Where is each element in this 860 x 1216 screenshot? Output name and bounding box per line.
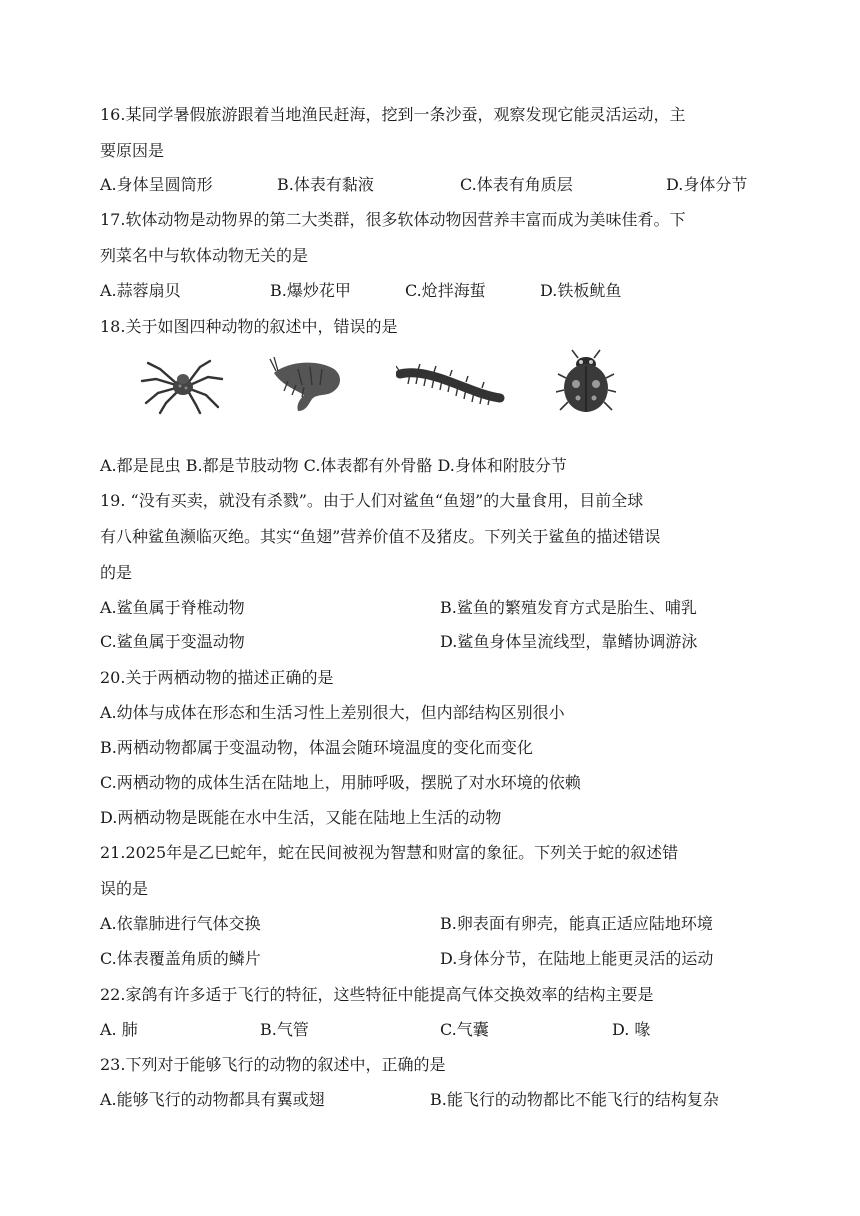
q19-stem-line2: 有八种鲨鱼濒临灭绝。其实“鱼翅”营养价值不及猪皮。下列关于鲨鱼的描述错误 [100, 527, 661, 546]
q20-option-b: B.两栖动物都属于变温动物，体温会随环境温度的变化而变化 [100, 738, 533, 757]
q21-option-d: D.身体分节，在陆地上能更灵活的运动 [440, 949, 714, 968]
spider-icon [136, 355, 226, 415]
q16-stem-line2: 要原因是 [100, 141, 165, 160]
q17-option-a: A.蒜蓉扇贝 [100, 281, 181, 300]
q23-option-b: B.能飞行的动物都比不能飞行的结构复杂 [430, 1090, 719, 1109]
q22-option-b: B.气管 [260, 1020, 309, 1039]
q21-stem-line2: 误的是 [100, 879, 149, 898]
q19-option-a: A.鲨鱼属于脊椎动物 [100, 598, 245, 617]
q21-option-c: C.体表覆盖角质的鳞片 [100, 949, 261, 968]
q19-stem-line3: 的是 [100, 563, 133, 582]
q22-option-c: C.气囊 [440, 1020, 489, 1039]
q21-option-b: B.卵表面有卵壳，能真正适应陆地环境 [440, 914, 713, 933]
q16-option-b: B.体表有黏液 [277, 175, 374, 194]
q20-option-d: D.两栖动物是既能在水中生活，又能在陆地上生活的动物 [100, 808, 502, 827]
q17-option-c: C.炝拌海蜇 [405, 281, 486, 300]
q16-option-a: A.身体呈圆筒形 [100, 175, 213, 194]
ladybug-icon [556, 348, 616, 418]
q16-stem-line1: 16.某同学暑假旅游跟着当地渔民赶海，挖到一条沙蚕，观察发现它能灵活运动，主 [100, 105, 686, 124]
q20-stem: 20.关于两栖动物的描述正确的是 [100, 668, 334, 687]
q18-stem: 18.关于如图四种动物的叙述中，错误的是 [100, 317, 398, 336]
q16-option-c: C.体表有角质层 [460, 175, 573, 194]
q23-option-a: A.能够飞行的动物都具有翼或翅 [100, 1090, 325, 1109]
shrimp-icon [268, 355, 348, 415]
q21-option-a: A.依靠肺进行气体交换 [100, 914, 261, 933]
q17-option-b: B.爆炒花甲 [270, 281, 351, 300]
q18-options: A.都是昆虫 B.都是节肢动物 C.体表都有外骨骼 D.身体和附肢分节 [100, 456, 567, 475]
q20-option-a: A.幼体与成体在形态和生活习性上差别很大，但内部结构区别很小 [100, 703, 565, 722]
q22-stem: 22.家鸽有许多适于飞行的特征，这些特征中能提高气体交换效率的结构主要是 [100, 985, 654, 1004]
q17-option-d: D.铁板鱿鱼 [540, 281, 622, 300]
q22-option-d: D. 喙 [612, 1020, 651, 1039]
q17-stem-line1: 17.软体动物是动物界的第二大类群，很多软体动物因营养丰富而成为美味佳肴。下 [100, 210, 686, 229]
q21-stem-line1: 21.2025年是乙巳蛇年，蛇在民间被视为智慧和财富的象征。下列关于蛇的叙述错 [100, 843, 679, 862]
q19-stem-line1: 19. “没有买卖，就没有杀戮”。由于人们对鲨鱼“鱼翅”的大量食用，目前全球 [100, 491, 644, 510]
q23-stem: 23.下列对于能够飞行的动物的叙述中，正确的是 [100, 1055, 446, 1074]
q19-option-c: C.鲨鱼属于变温动物 [100, 632, 245, 651]
centipede-icon [396, 362, 506, 407]
q16-option-d: D.身体分节 [666, 175, 748, 194]
q19-option-b: B.鲨鱼的繁殖发育方式是胎生、哺乳 [440, 598, 697, 617]
q17-stem-line2: 列菜名中与软体动物无关的是 [100, 246, 309, 265]
q19-option-d: D.鲨鱼身体呈流线型，靠鳍协调游泳 [440, 632, 698, 651]
q22-option-a: A. 肺 [100, 1020, 138, 1039]
q20-option-c: C.两栖动物的成体生活在陆地上，用肺呼吸，摆脱了对水环境的依赖 [100, 773, 581, 792]
